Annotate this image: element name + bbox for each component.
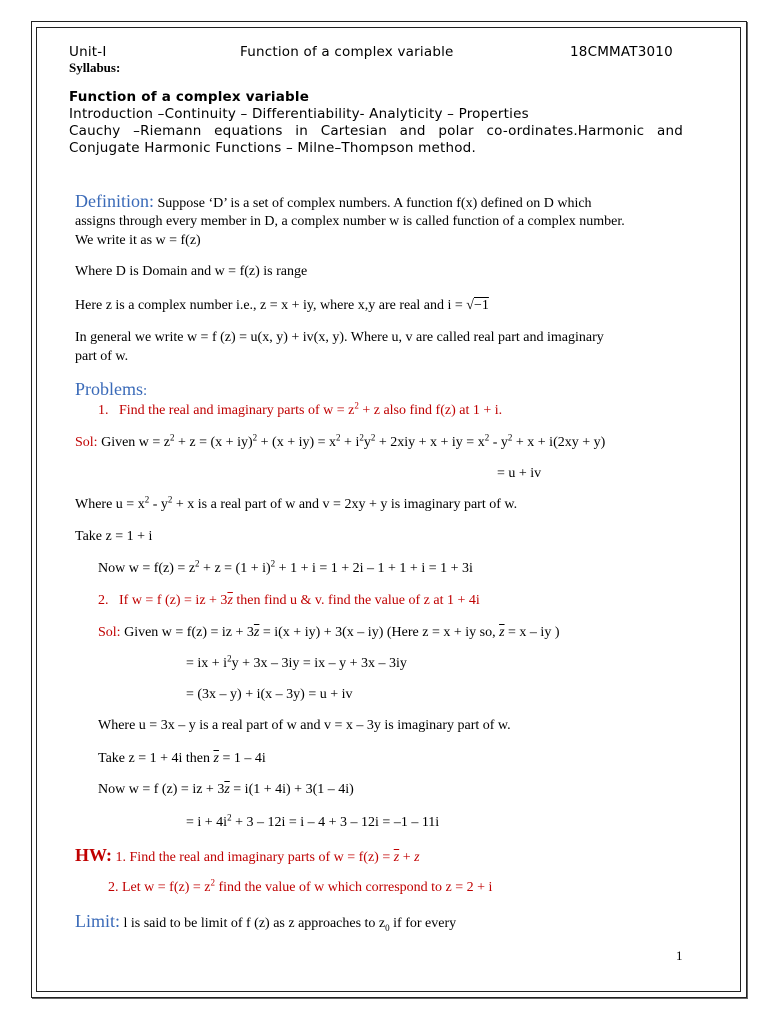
take-2-a: Take z = 1 + 4i then [98,751,214,766]
sol-1-b: + z = (x + iy) [174,435,253,450]
hw-question-2 [108,877,493,896]
sol-1-h: + x + i(2xy + y) [512,435,606,450]
problem-2-text-a: If w = f (z) = iz + 3 [119,593,228,608]
sol-1-e: y [363,435,371,450]
problem-1-solution [75,432,606,451]
sol-2-b: = i(x + iy) + 3(x – iy) (Here z = x + iy so, [259,625,500,640]
problem-1-text-b: + z also find f(z) at 1 + i. [358,403,503,418]
problems-colon: : [143,383,148,399]
definition-text-1: Suppose ‘D’ is a set of complex numbers. A function f(x) defined on D which [154,196,592,211]
z-bar: $\overline{z}$ [253,625,260,640]
sol-1-d: + i [340,435,360,450]
last-2-a: = i + 4i [186,815,228,830]
domain-line: Where D is Domain and w = f(z) is range [75,264,308,279]
now-1-c: + 1 + i = 1 + 2i – 1 + 1 + i = 1 + 3i [275,561,473,576]
sol-label: Sol: [75,435,98,450]
z-bar: $\overline{z}$ [213,751,219,766]
sol-1-uv: = u + iv [497,466,542,481]
syllabus-heading: Function of a complex variable [69,89,310,105]
z-symbol: z [414,850,420,865]
now-1-a: Now w = f(z) = z [98,561,196,576]
syllabus-label: Syllabus: [69,60,121,75]
sqrt-sign: √ [466,298,474,313]
syllabus-line-2: Cauchy –Riemann equations in Cartesian and polar co-ordinates.Harmonic and [69,123,683,139]
hw-2-a: 2. Let w = f(z) = z [108,880,211,895]
superscript: 2 [336,432,341,443]
problem-2-now [98,782,354,798]
sol-1-g: - y [489,435,508,450]
superscript: 2 [270,558,276,569]
general-line-2: part of w. [75,349,129,364]
superscript: 2 [227,653,232,664]
superscript: 2 [507,432,513,443]
syllabus-line-3: Conjugate Harmonic Functions – Milne–Thompson method. [69,140,476,156]
problem-2-where: Where u = 3x – y is a real part of w and v = x – 3y is imaginary part of w. [98,718,511,733]
definition-label: Definition: [75,191,154,211]
limit-text-a: l is said to be limit of f (z) as z approaches to z [120,916,386,931]
hw-label: HW: [75,845,113,865]
now-2-a: Now w = f (z) = iz + 3 [98,782,225,797]
superscript: 2 [354,400,359,411]
sol-2-l2-b: y + 3x – 3iy = ix – y + 3x – 3iy [231,656,407,671]
problem-2-line-3: = (3x – y) + i(x – 3y) = u + iv [186,687,353,702]
now-1-b: + z = (1 + i) [199,561,271,576]
problem-1-where [75,494,518,513]
page-number: 1 [676,948,683,963]
problem-2-line-2 [186,653,407,672]
sol-label: Sol: [98,625,121,640]
sol-2-a: Given w = f(z) = iz + 3 [120,625,254,640]
problems-heading [75,379,147,400]
sol-1-f: + 2xiy + x + iy = x [375,435,485,450]
definition-line-1 [75,191,592,212]
where-1-b: - y [149,497,168,512]
last-2-b: + 3 – 12i = i – 4 + 3 – 12i = –1 – 11i [231,815,440,830]
take-2-b: = 1 – 4i [218,751,266,766]
z-bar: $\overline{z}$ [227,593,233,608]
problem-2-number: 2. [98,593,109,608]
hw-1-b: + [399,850,415,865]
problem-1-now [98,558,473,577]
superscript: 2 [484,432,490,443]
superscript: 2 [359,432,364,443]
unit-label: Unit-I [69,44,107,60]
header-title: Function of a complex variable [240,44,454,60]
hw-2-b: find the value of w which correspond to z = 2 + i [214,880,493,895]
problem-2 [98,593,480,609]
sqrt-argument: −1 [473,298,489,313]
sol-1-c: + (x + iy) = x [257,435,337,450]
problem-2-text-b: then find u & v. find the value of z at 1 + 4i [232,593,480,608]
problem-2-take [98,751,266,767]
problem-2-solution [98,625,559,641]
problem-1 [98,400,503,419]
z-bar: $\overline{z}$ [224,782,230,797]
sol-2-c: = x – iy ) [504,625,560,640]
limit-label: Limit: [75,911,120,931]
general-line-1: In general we write w = f (z) = u(x, y) + iv(x, y). Where u, v are called real part and imaginary [75,330,604,345]
superscript: 2 [170,432,175,443]
sol-2-l2-a: = ix + i [186,656,228,671]
superscript: 2 [252,432,258,443]
z-bar: $\overline{z}$ [499,625,505,640]
limit-text-b: if for every [389,916,457,931]
superscript: 2 [370,432,376,443]
superscript: 2 [144,494,150,505]
z-bar: $\overline{z}$ [393,850,400,865]
superscript: 2 [227,812,232,823]
where-1-c: + x is a real part of w and v = 2xy + y is imaginary part of w. [172,497,518,512]
syllabus-line-1: Introduction –Continuity – Differentiability- Analyticity – Properties [69,106,529,122]
problem-1-take: Take z = 1 + i [75,529,153,544]
problem-1-number: 1. [98,403,109,418]
problem-1-text-a: Find the real and imaginary parts of w = z [119,403,355,418]
complex-number-line [75,298,489,314]
subscript-zero: 0 [385,922,390,933]
now-2-b: = i(1 + 4i) + 3(1 – 4i) [229,782,354,797]
problem-2-last [186,812,440,831]
sol-1-a: Given w = z [97,435,171,450]
complex-number-text: Here z is a complex number i.e., z = x + iy, where x,y are real and i = [75,298,467,313]
where-1-a: Where u = x [75,497,145,512]
superscript: 2 [167,494,173,505]
superscript: 2 [195,558,200,569]
hw-1-a: 1. Find the real and imaginary parts of w = f(z) = [112,850,394,865]
definition-line-2: assigns through every member in D, a complex number w is called function of a complex number. [75,214,625,229]
course-code: 18CMMAT3010 [570,44,673,60]
superscript: 2 [210,877,215,888]
problems-label: Problems [75,379,144,399]
definition-line-3: We write it as w = f(z) [75,233,201,248]
hw-question-1 [75,845,420,866]
limit-line [75,911,456,932]
